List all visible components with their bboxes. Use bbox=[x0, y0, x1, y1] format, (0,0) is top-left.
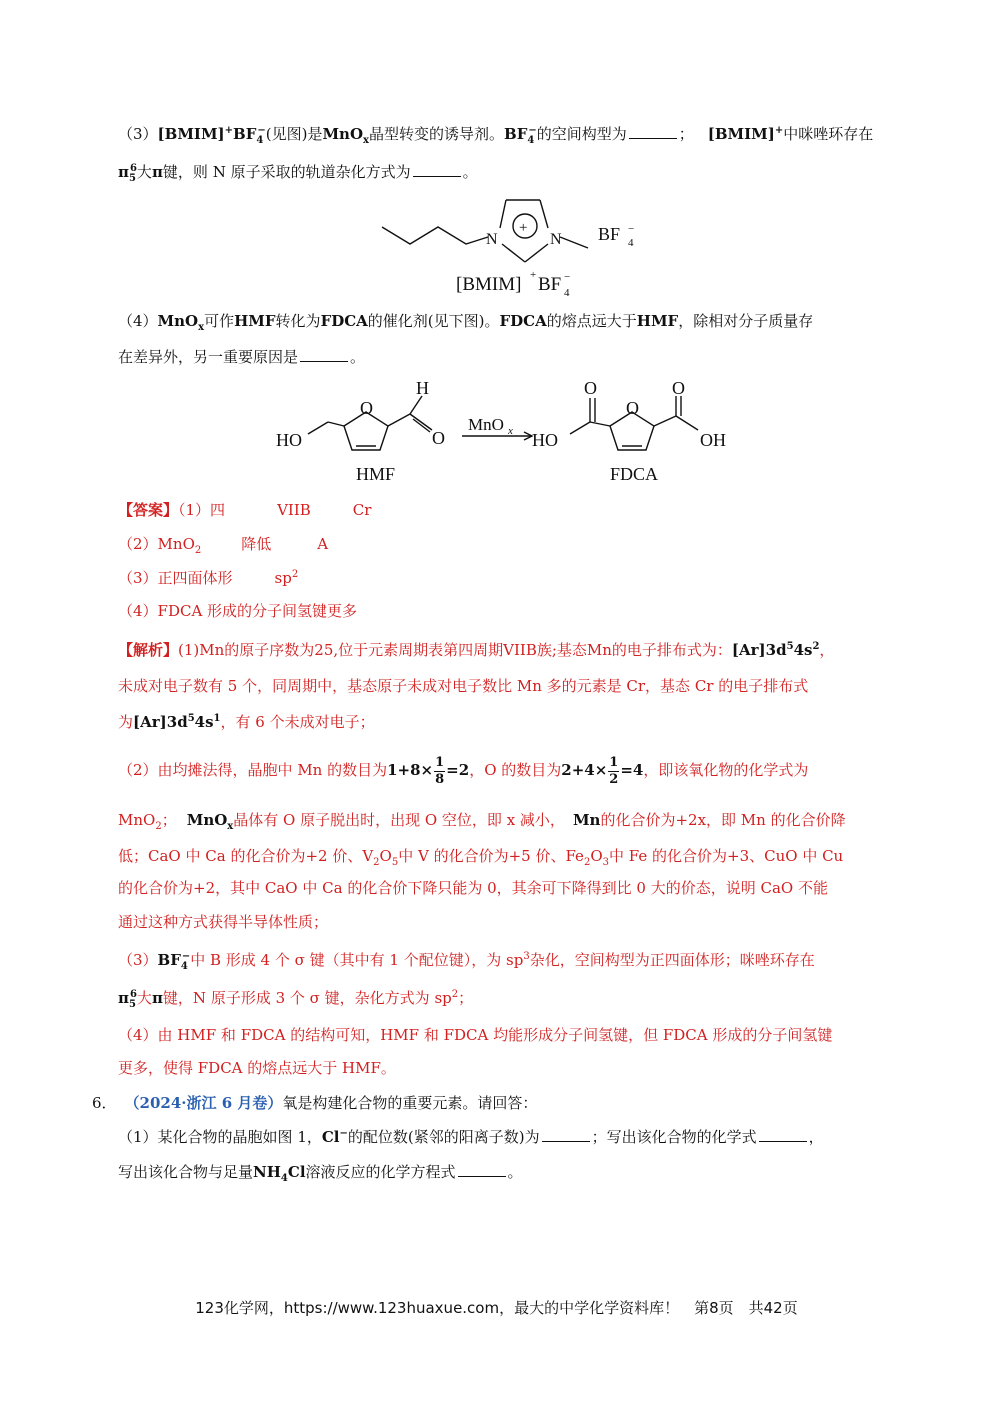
q3-line-1: $(3)[BMIM]^+BF_4^-$(见图)是MnO$_x$晶型转变的诱导剂。$BF_4^-$的空间构型为 ； [BMIM]+中咪唑环存在 bbox=[118, 125, 874, 146]
q6-line-1: （1）某化合物的晶胞如图 1，Cl−的配位数(紧邻的阳离子数)为 ；写出该化合物的化学式 ， bbox=[118, 1128, 824, 1146]
q4-line-1: （4）MnO$_x$可作HMF转化为FDCA的催化剂(见下图)。FDCA的熔点远大于HMF，除相对分子质量存 bbox=[118, 312, 814, 333]
analysis-p4-l1: （4）由 HMF 和 FDCA 的结构可知，HMF 和 FDCA 均能形成分子间氢键，但 FDCA 形成的分子间氢键 bbox=[118, 1026, 833, 1044]
analysis-p2-l4: 的化合价为+2，其中 CaO 中 Ca 的化合价下降只能为 0，其余可下降得到比 0 大的价态，说明 CaO 不能 bbox=[118, 879, 828, 897]
plus-sign: + bbox=[519, 220, 528, 236]
q6-line-2: 写出该化合物与足量$NH_4Cl$溶液反应的化学方程式 。 bbox=[118, 1163, 523, 1184]
svg-text:x: x bbox=[508, 425, 513, 437]
aldehyde-h: H bbox=[416, 378, 429, 398]
analysis-p2-l5: 通过这种方式获得半导体性质； bbox=[118, 913, 329, 931]
oh-label: OH bbox=[700, 430, 726, 450]
analysis-p2-l1: （2）由均摊法得，晶胞中 Mn 的数目为1+8× $\frac{1}{8}$ =2，O 的数目为2+4× $\frac{1}{2}$ =4，即该氧化物的化学式为 bbox=[118, 754, 809, 787]
aldehyde-o: O bbox=[432, 428, 445, 448]
bmim-caption: [BMIM] bbox=[456, 274, 522, 295]
analysis-p2-l2: MnO$_2$； MnO$_x$晶体有 O 原子脱出时，出现 O 空位，即 x 减小， Mn的化合价为+2x，即 Mn 的化合价降 bbox=[118, 811, 846, 832]
fraction-1-2: $\frac{1}{2}$ bbox=[609, 754, 619, 787]
q6-source: （2024·浙江 6 月卷） bbox=[124, 1094, 283, 1112]
hmf-label: HMF bbox=[356, 464, 396, 484]
answer-blank[interactable] bbox=[759, 1127, 807, 1142]
analysis-p1-l3: 为$[Ar]3d^54s^1$，有 6 个未成对电子； bbox=[118, 713, 375, 731]
q6-stem: 6． （2024·浙江 6 月卷）氧是构建化合物的重要元素。请回答： bbox=[92, 1094, 538, 1112]
svg-text:4: 4 bbox=[564, 287, 570, 299]
hmf-fdca-reaction bbox=[270, 374, 760, 492]
carboxyl-o-2: O bbox=[672, 378, 685, 398]
answer-blank[interactable] bbox=[542, 1127, 590, 1142]
answer-line-4: （4）FDCA 形成的分子间氢键更多 bbox=[118, 602, 358, 620]
answer-line-2: （2）MnO$_2$ 降低 A bbox=[118, 535, 329, 556]
analysis-p3-l1: $(3)BF_4^-$中 B 形成 4 个 σ 键（其中有 1 个配位键），为 $sp^3$杂化，空间构型为正四面体形；咪唑环存在 bbox=[118, 951, 815, 972]
svg-text:4: 4 bbox=[628, 237, 634, 249]
carboxyl-o-1: O bbox=[584, 378, 597, 398]
ring-oxygen: O bbox=[360, 398, 373, 418]
answer-blank[interactable] bbox=[413, 162, 461, 177]
bmim-bf4-structure bbox=[370, 182, 660, 300]
bf4-label: BF bbox=[598, 224, 621, 244]
answer-blank[interactable] bbox=[300, 347, 348, 362]
analysis-p1-l1: 【解析】(1)Mn的原子序数为25,位于元素周期表第四周期VIIB族;基态Mn的电子排布式为：$[Ar]3d^54s^2$， bbox=[118, 641, 835, 659]
answer-line-3: （3）正四面体形 $sp^2$ bbox=[118, 569, 299, 587]
svg-text:−: − bbox=[564, 271, 571, 283]
analysis-p3-l2: $\pi_5^6$大π键，N 原子形成 3 个 σ 键，杂化方式为 $sp^2$； bbox=[118, 989, 474, 1010]
ring-oxygen-2: O bbox=[626, 398, 639, 418]
answer-line-1: 【答案】（1）四 VIIB Cr bbox=[118, 501, 372, 519]
n-atom-2 bbox=[550, 231, 562, 248]
svg-text:N: N bbox=[550, 231, 562, 248]
n-atom-1 bbox=[486, 231, 498, 248]
q4-line-2: 在差异外，另一重要原因是 。 bbox=[118, 348, 366, 366]
svg-text:N: N bbox=[486, 231, 498, 248]
ho2-label: HO bbox=[532, 430, 558, 450]
page-footer: 123化学网，https://www.123huaxue.com，最大的中学化学资料库！ 第8页 共42页 bbox=[195, 1299, 798, 1317]
svg-text:+: + bbox=[530, 269, 537, 281]
analysis-p2-l3: 低；CaO 中 Ca 的化合价为+2 价、$V_2O_5$中 V 的化合价为+5 价、$Fe_2O_3$中 Fe 的化合价为+3、CuO 中 Cu bbox=[118, 847, 844, 868]
fdca-label: FDCA bbox=[610, 464, 659, 484]
fraction-1-8: $\frac{1}{8}$ bbox=[435, 754, 445, 787]
analysis-p4-l2: 更多，使得 FDCA 的熔点远大于 HMF。 bbox=[118, 1059, 396, 1077]
svg-text:BF: BF bbox=[538, 274, 562, 295]
answer-blank[interactable] bbox=[458, 1162, 506, 1177]
catalyst-label: MnO bbox=[468, 415, 504, 434]
q3-line-2: $\pi_5^6$大π键，则 N 原子采取的轨道杂化方式为 。 bbox=[118, 163, 478, 184]
ho-label: HO bbox=[276, 430, 302, 450]
svg-text:−: − bbox=[628, 223, 635, 235]
analysis-p1-l2: 未成对电子数有 5 个，同周期中，基态原子未成对电子数比 Mn 多的元素是 Cr，基态 Cr 的电子排布式 bbox=[118, 677, 809, 695]
answer-blank[interactable] bbox=[629, 124, 677, 139]
